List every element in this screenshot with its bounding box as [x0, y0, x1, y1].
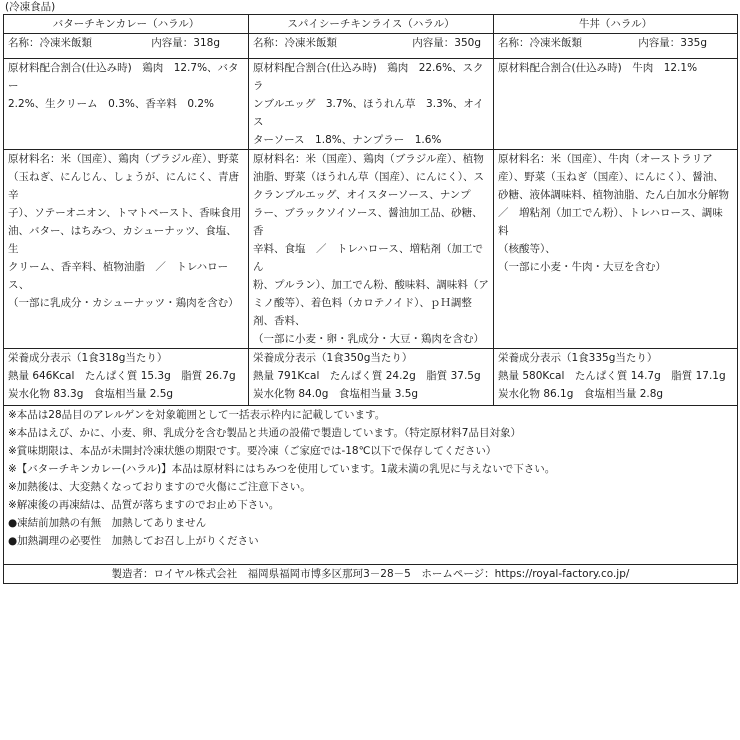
nutrition-title: 栄養成分表示（1食350g当たり）: [253, 352, 413, 364]
ratio-cell-1: [4, 59, 249, 150]
kind-label: 名称：冷凍米飯類: [498, 37, 582, 49]
ingredient-line: （玉ねぎ、にんじん、しょうが、にんにく、青唐辛: [8, 171, 239, 201]
notes-row: [4, 406, 738, 565]
notes-cell: [4, 406, 738, 565]
product-name-3: 牛丼（ハラル）: [494, 15, 738, 34]
note-expiry: ※賞味期限は、本品が未開封冷凍状態の期限です。要冷凍（ご家庭では-18℃以下で保存してください）: [8, 445, 497, 457]
ingredient-line: 産）、野菜（玉ねぎ（国産）、にんにく）、醤油、: [498, 171, 724, 183]
ingredient-line: ミノ酸等）、着色料（カロテノイド）、ｐＨ調整: [253, 297, 472, 309]
kind-row: [4, 34, 738, 59]
nutrition-line: 炭水化物 83.3g 食塩相当量 2.5g: [8, 388, 174, 400]
note-burn-warning: ※加熱後は、大変熱くなっておりますので火傷にご注意下さい。: [8, 481, 311, 493]
ingredient-line: 油、バター、はちみつ、カシューナッツ、食塩、生: [8, 225, 237, 255]
note-heating-required: ●加熱調理の必要性 加熱してお召し上がりください: [8, 535, 259, 547]
ingredient-line: （一部に乳成分・カシューナッツ・鶏肉を含む）: [8, 297, 239, 309]
kind-label: 名称：冷凍米飯類: [253, 37, 337, 49]
product-name-2: スパイシーチキンライス（ハラル）: [249, 15, 494, 34]
ingredient-line: 油脂、野菜（ほうれん草（国産）、にんにく）、ス: [253, 171, 484, 183]
ratio-line: 原材料配合割合(仕込み時) 鶏肉 12.7%、バター: [8, 62, 239, 92]
ingredient-line: 粉、プルラン）、加工でん粉、酸味料、調味料（ア: [253, 279, 489, 291]
ratio-row: [4, 59, 738, 150]
ingredient-line: （一部に小麦・牛肉・大豆を含む）: [498, 261, 666, 273]
ratio-line: 原材料配合割合(仕込み時) 牛肉 12.1%: [498, 62, 698, 74]
nutrition-cell-3: [494, 349, 738, 406]
note-pre-freeze-heating: ●凍結前加熱の有無 加熱してありません: [8, 517, 207, 529]
ingredient-line: ／ 増粘剤（加工でん粉）、トレハロース、調味料: [498, 207, 723, 237]
frozen-food-caption: (冷凍食品): [5, 1, 56, 13]
kind-cell-3: [494, 34, 738, 59]
content-label: 内容量：350g: [412, 37, 481, 49]
product-name-1: バターチキンカレー（ハラル）: [4, 15, 249, 34]
ingredient-line: クリーム、香辛料、植物油脂 ／ トレハロース、: [8, 261, 229, 291]
ingredient-line: 子）、ソテーオニオン、トマトペースト、香味食用: [8, 207, 242, 219]
note-refreeze: ※解凍後の再凍結は、品質が落ちますのでお止め下さい。: [8, 499, 280, 511]
nutrition-line: 炭水化物 84.0g 食塩相当量 3.5g: [253, 388, 419, 400]
nutrition-title: 栄養成分表示（1食335g当たり）: [498, 352, 658, 364]
note-shared-equipment: ※本品はえび、かに、小麦、卵、乳成分を含む製品と共通の設備で製造しています。（特定原材料7品目対象）: [8, 427, 521, 439]
ingredients-cell-2: [249, 150, 494, 349]
ratio-cell-2: [249, 59, 494, 150]
footer-row: [4, 565, 738, 584]
nutrition-cell-2: [249, 349, 494, 406]
ingredient-line: 原材料名：米（国産）、牛肉（オーストラリア: [498, 153, 713, 165]
ratio-line: 原材料配合割合(仕込み時) 鶏肉 22.6%、スクラ: [253, 62, 484, 92]
ingredients-cell-1: [4, 150, 249, 349]
manufacturer-footer: 製造者：ロイヤル株式会社 福岡県福岡市博多区那珂3－28－5 ホームページ：https://royal-factory.co.jp/: [4, 565, 738, 584]
ingredient-line: ラー、ブラックソイソース、醤油加工品、砂糖、香: [253, 207, 483, 237]
ingredient-line: 砂糖、液体調味料、植物油脂、たん白加水分解物: [498, 189, 729, 201]
nutrition-line: 熱量 580Kcal たんぱく質 14.7g 脂質 17.1g: [498, 370, 726, 382]
kind-label: 名称：冷凍米飯類: [8, 37, 92, 49]
ratio-line: 2.2%、生クリーム 0.3%、香辛料 0.2%: [8, 98, 215, 110]
ingredient-line: 原材料名：米（国産）、鶏肉（ブラジル産）、植物: [253, 153, 484, 165]
nutrition-line: 熱量 791Kcal たんぱく質 24.2g 脂質 37.5g: [253, 370, 481, 382]
kind-cell-1: [4, 34, 249, 59]
content-label: 内容量：335g: [638, 37, 707, 49]
content-label: 内容量：318g: [151, 37, 220, 49]
ingredients-row: [4, 150, 738, 349]
ingredient-line: （一部に小麦・卵・乳成分・大豆・鶏肉を含む）: [253, 333, 484, 345]
ingredient-line: 剤、香料、: [253, 315, 306, 327]
ratio-line: ターソース 1.8%、ナンプラー 1.6%: [253, 134, 442, 146]
ratio-line: ンブルエッグ 3.7%、ほうれん草 3.3%、オイス: [253, 98, 484, 128]
note-allergen-scope: ※本品は28品目のアレルゲンを対象範囲として一括表示枠内に記載しています。: [8, 409, 386, 421]
product-name-row: [4, 15, 738, 34]
note-honey-warning: ※【バターチキンカレー(ハラル)】本品は原材料にはちみつを使用しています。1歳未満の乳児に与えないで下さい。: [8, 463, 556, 475]
nutrition-line: 炭水化物 86.1g 食塩相当量 2.8g: [498, 388, 664, 400]
kind-cell-2: [249, 34, 494, 59]
nutrition-row: [4, 349, 738, 406]
ingredient-line: 原材料名：米（国産）、鶏肉（ブラジル産）、野菜: [8, 153, 239, 165]
ingredient-line: （核酸等）、: [498, 243, 556, 255]
ratio-cell-3: [494, 59, 738, 150]
nutrition-line: 熱量 646Kcal たんぱく質 15.3g 脂質 26.7g: [8, 370, 236, 382]
nutrition-cell-1: [4, 349, 249, 406]
ingredients-cell-3: [494, 150, 738, 349]
food-label-table: [3, 14, 738, 584]
ingredient-line: クランブルエッグ、オイスターソース、ナンプ: [253, 189, 471, 201]
nutrition-title: 栄養成分表示（1食318g当たり）: [8, 352, 168, 364]
ingredient-line: 辛料、食塩 ／ トレハロース、増粘剤（加工でん: [253, 243, 484, 273]
